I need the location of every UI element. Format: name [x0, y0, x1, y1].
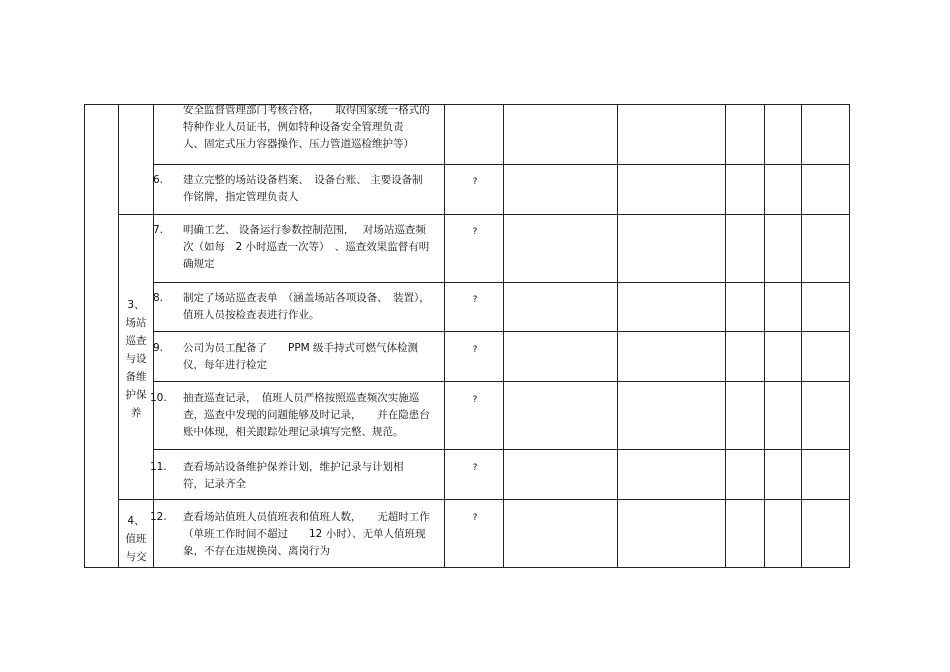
text-line: （单班工作时间不超过 12 小时）、无单人值班现 [183, 528, 426, 540]
item-number: 12. [150, 511, 167, 523]
text-line: 象，不存在违规换岗、离岗行为 [183, 545, 330, 557]
text-line: 值班人员按检查表进行作业。 [183, 309, 320, 321]
grid-line [153, 381, 850, 382]
row-text [183, 102, 430, 153]
text-line: 特种作业人员证书，例如特种设备安全管理负责 [183, 121, 404, 133]
category-line: 养 [130, 407, 142, 419]
category-line: 值班 [125, 533, 147, 545]
mark: ? [472, 177, 478, 187]
text-line: 查，巡查中发现的问题能够及时记录， 并在隐患台 [183, 409, 430, 421]
category-line: 场站 [125, 317, 147, 329]
text-line: 查看场站设备维护保养计划，维护记录与计划相 [183, 461, 404, 473]
grid-line [153, 282, 850, 283]
mark: ? [472, 227, 478, 237]
text-line: 人、固定式压力容器操作、压力管道巡检维护等） [183, 138, 414, 150]
row-text [183, 390, 430, 441]
text-line: 制定了场站巡查表单 （涵盖场站各项设备、 装置）， [183, 292, 430, 304]
category-3 [121, 296, 151, 422]
mark: ? [472, 395, 478, 405]
category-line: 备维 [125, 371, 147, 383]
text-line: 查看场站值班人员值班表和值班人数， 无超时工作 [183, 511, 430, 523]
row-text [183, 172, 423, 206]
mark: ? [472, 513, 478, 523]
row-text [183, 509, 430, 560]
item-number: 11. [150, 461, 167, 473]
row-text [183, 290, 430, 324]
grid-line [118, 499, 850, 500]
text-line: 明确工艺、 设备运行参数控制范围， 对场站巡查频 [183, 224, 426, 236]
item-number: 10. [150, 392, 167, 404]
item-number: 7. [153, 224, 164, 236]
text-line: 仪，每年进行检定 [183, 359, 267, 371]
mark: ? [472, 345, 478, 355]
grid-line [84, 104, 85, 568]
text-line: 建立完整的场站设备档案、 设备台账、 主要设备制 [183, 174, 423, 186]
category-line: 与设 [125, 353, 147, 365]
item-number: 9. [153, 342, 164, 354]
category-line: 巡查 [125, 335, 147, 347]
category-line: 护保 [125, 389, 147, 401]
grid-line [153, 164, 850, 165]
row-text [183, 340, 418, 374]
grid-line [153, 449, 850, 450]
category-4 [121, 512, 151, 566]
text-line: 公司为员工配备了 PPM 级手持式可燃气体检测 [183, 342, 419, 354]
text-line: 次（如每 2 小时巡查一次等） 、巡查效果监督有明 [183, 241, 430, 253]
text-line: 抽查巡查记录， 值班人员严格按照巡查频次实施巡 [183, 392, 420, 404]
category-line: 4、 [127, 515, 145, 527]
text-line: 安全监督管理部门考核合格， 取得国家统一格式的 [183, 104, 430, 116]
mark: ? [472, 463, 478, 473]
mark: ? [472, 295, 478, 305]
row-text [183, 459, 404, 493]
text-line: 作铭牌，指定管理负责人 [183, 191, 299, 203]
grid-line [153, 331, 850, 332]
text-line: 确规定 [183, 258, 215, 270]
row-text [183, 222, 429, 273]
text-line: 符，记录齐全 [183, 478, 246, 490]
category-line: 与交 [125, 551, 147, 563]
item-number: 6. [153, 174, 164, 186]
category-line: 3、 [127, 299, 145, 311]
item-number: 8. [153, 292, 164, 304]
grid-line [84, 567, 850, 568]
text-line: 账中体现，相关跟踪处理记录填写完整、规范。 [183, 426, 404, 438]
grid-line [118, 214, 850, 215]
